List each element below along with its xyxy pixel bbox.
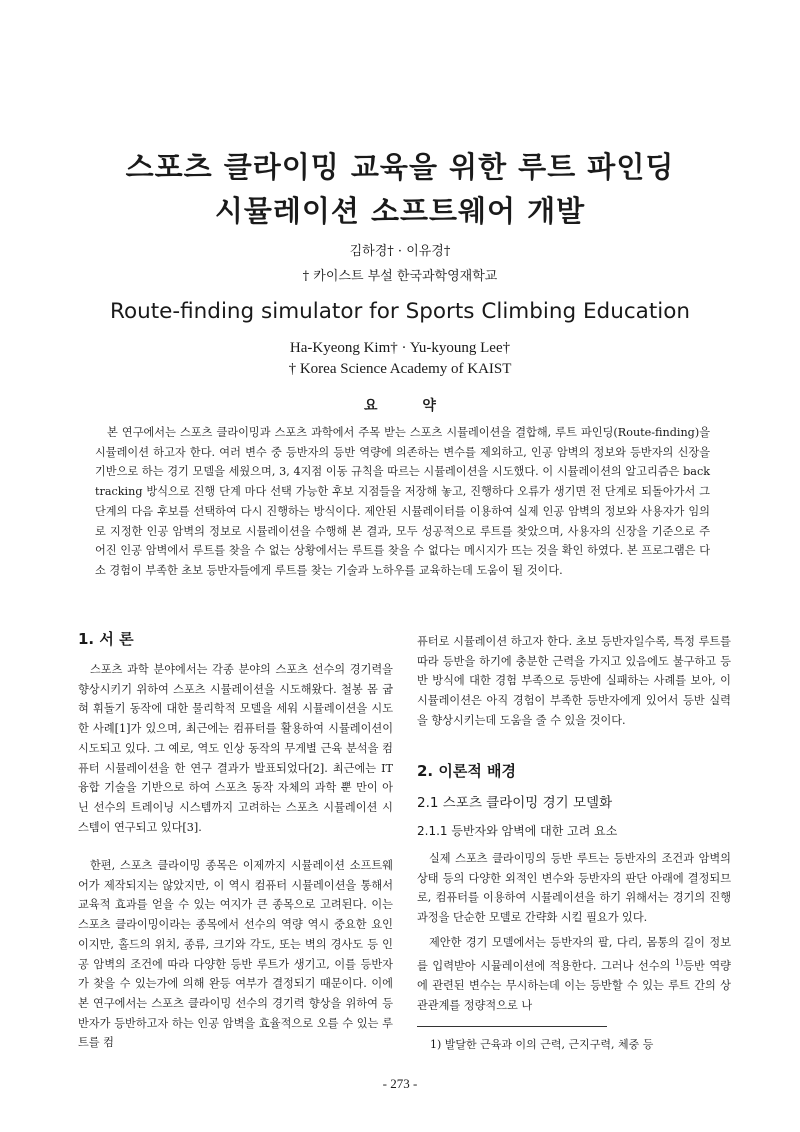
- section1-paragraph-2: 한편, 스포츠 클라이밍 종목은 이제까지 시뮬레이션 소프트웨어가 제작되지는 않았지만, 이 역시 컴퓨터 시뮬레이션을 통해서 교육적 효과를 얻을 수 있는 여지가 큰 종목으로 고려된다. 이는 스포츠 클라이밍이라는 종목에서 선수의 역량 역시 중요한 요인이지만, 홀드의 위치, 종류, 크기와 각도, 또는 벽의 경사도 등 인공 암벽의 조건에 따라 다양한 등반 루트가 생기고, 이를 등반자가 찾을 수 있는가에 의해 완등 여부가 결정되기 때문이다. 이에 본 연구에서는 스포츠 클라이밍 선수의 경기력 향상을 위하여 등반자가 등반하고자 하는 인공 암벽을 효율적으로 오를 수 있는 루트를 컴: [78, 859, 393, 1050]
- section2-paragraph-1: 실제 스포츠 클라이밍의 등반 루트는 등반자의 조건과 암벽의 상태 등의 다양한 외적인 변수와 등반자의 판단 아래에 결정되므로, 컴퓨터를 이용하여 시뮬레이션을 하기 위해서는 경기의 진행 과정을 단순한 모델로 간략화 시킬 필요가 있다.: [417, 852, 731, 925]
- title-korean-line2: 시뮬레이션 소프트웨어 개발: [214, 194, 586, 228]
- authors-english: Ha-Kyeong Kim† · Yu-kyoung Lee†: [289, 340, 511, 356]
- footnote: 1) 발달한 근육과 이의 근력, 근지구력, 체중 등: [430, 1038, 654, 1051]
- section1-heading: 1. 서 론: [78, 630, 134, 648]
- title-english: Route-finding simulator for Sports Climbing Education: [109, 299, 691, 324]
- abstract-heading: 요 약: [364, 398, 456, 414]
- section1-paragraph-1: 스포츠 과학 분야에서는 각종 분야의 스포츠 선수의 경기력을 향상시키기 위하여 스포츠 시뮬레이션을 시도해왔다. 철봉 몸 굽혀 휘돌기 동작에 대한 물리학적 모델을 세워 시뮬레이션을 시도 한 사례[1]가 있으며, 최근에는 컴퓨터를 활용하여 시뮬레이션이 시도되고 있다. 그 예로, 역도 인상 동작의 무게별 근육 분석을 컴퓨터 시뮬레이션을 한 연구 결과가 발표되었다[2]. 최근에는 IT 융합 기술을 기반으로 하여 스포츠 동작 자체의 과학 뿐 만이 아닌 선수의 트레이닝 시스템까지 고려하는 스포츠 시뮬레이션 시스템이 연구되고 있다[3].: [78, 663, 393, 834]
- section2-heading: 2. 이론적 배경: [417, 762, 517, 780]
- section2-paragraph-2-part-b: 등반 역량에 관련된 변수는 무시하는데 이는 등반할 수 있는 루트 간의 상관관계를 정량적으로 나: [417, 959, 731, 1012]
- page-number: - 273 -: [382, 1076, 418, 1091]
- section2-paragraph-2: [417, 933, 731, 1016]
- footnote-divider: [417, 1026, 607, 1027]
- affiliation-korean: † 카이스트 부설 한국과학영재학교: [302, 269, 498, 284]
- affiliation-english: † Korea Science Academy of KAIST: [288, 361, 512, 377]
- subsection-2-1-heading: 2.1 스포츠 클라이밍 경기 모델화: [417, 795, 613, 811]
- section2-paragraph-2-part-a: 제안한 경기 모델에서는 등반자의 팔, 다리, 몸통의 길이 정보를 입력받아 시뮬레이션에 적용한다. 그러나 선수의: [417, 936, 731, 973]
- subsubsection-2-1-1-heading: 2.1.1 등반자와 암벽에 대한 고려 요소: [417, 824, 618, 838]
- authors-korean: 김하경† · 이유경†: [349, 244, 451, 259]
- footnote-marker: 1): [674, 957, 684, 967]
- abstract-text: 본 연구에서는 스포츠 클라이밍과 스포츠 과학에서 주목 받는 스포츠 시뮬레이션을 결합해, 루트 파인딩(Route-finding)을 시뮬레이션 하고자 한다. 여러 변수 중 등반자의 등반 역량에 의존하는 변수를 제외하고, 인공 암벽의 정보와 등반자의 신장을 기반으로 하는 경기 모델을 세웠으며, 3, 4지점 이동 규칙을 따르는 시뮬레이션을 시도했다. 이 시뮬레이션의 알고리즘은 back tracking 방식으로 진행 단계 마다 선택 가능한 후보 지점들을 저장해 놓고, 진행하다 오류가 생기면 전 단계로 되돌아가서 그 단계의 다음 후보를 선택하여 다시 진행하는 방식이다. 제안된 시뮬레이터를 이용하여 실제 인공 암벽의 정보와 사용자가 임의로 지정한 인공 암벽의 정보로 시뮬레이션을 수행해 본 결과, 모두 성공적으로 루트를 찾았으며, 사용자의 신장을 기준으로 주어진 인공 암벽에서 루트를 찾을 수 없는 상황에서는 루트를 찾을 수 없다는 메시지가 뜨는 것을 확인 하였다. 본 프로그램은 다소 경험이 부족한 초보 등반자들에게 루트를 찾는 기술과 노하우를 교육하는데 도움이 될 것이다.: [95, 426, 710, 577]
- title-korean-line1: 스포츠 클라이밍 교육을 위한 루트 파인딩: [125, 150, 675, 184]
- section1-paragraph-3: 퓨터로 시뮬레이션 하고자 한다. 초보 등반자일수록, 특정 루트를 따라 등반을 하기에 충분한 근력을 가지고 있음에도 불구하고 등반 방식에 대한 경험 부족으로 등반에 실패하는 사례를 보아, 이 시뮬레이션은 아직 경험이 부족한 등반자에게 있어서 등반 실력을 향상시키는데 도움을 줄 수 있을 것이다.: [417, 635, 731, 727]
